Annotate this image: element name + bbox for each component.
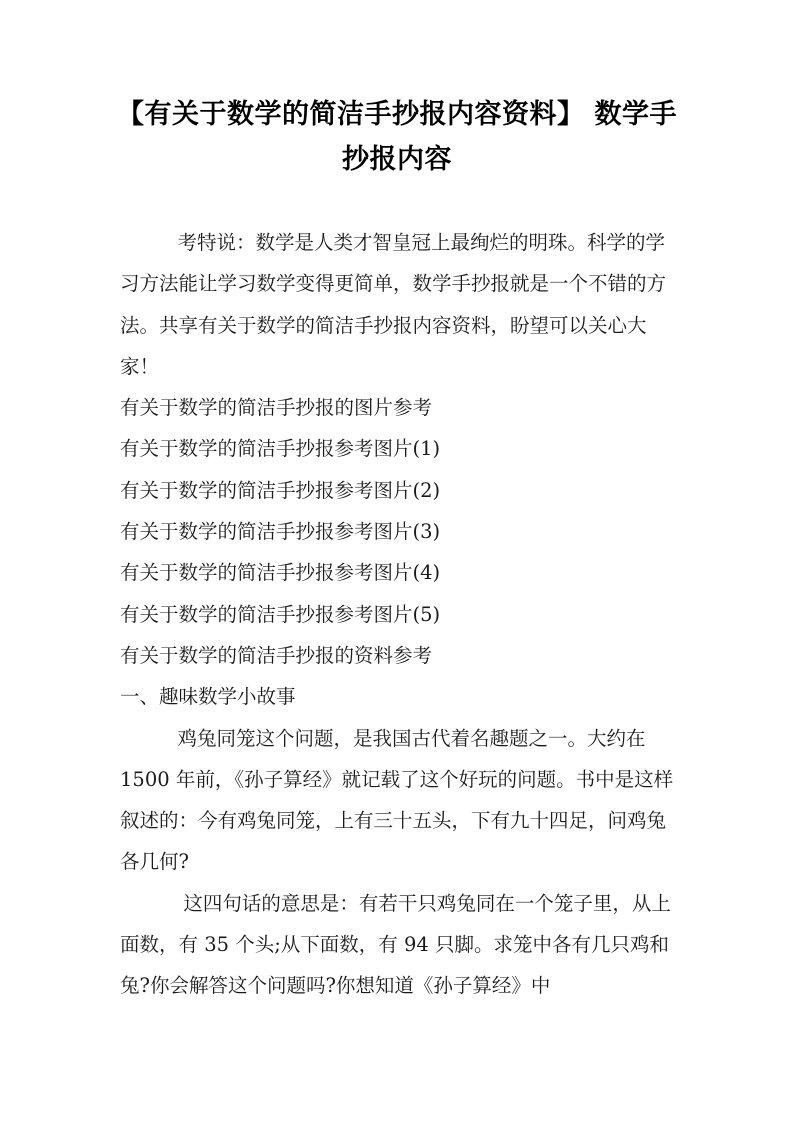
picture-item: 有关于数学的简洁手抄报参考图片(2) — [120, 478, 441, 502]
pictures-heading: 有关于数学的简洁手抄报的图片参考 — [120, 396, 433, 420]
picture-item: 有关于数学的简洁手抄报参考图片(4) — [120, 561, 441, 585]
picture-item: 有关于数学的简洁手抄报参考图片(3) — [120, 520, 441, 544]
picture-item: 有关于数学的简洁手抄报参考图片(1) — [120, 437, 441, 461]
document-title: 【有关于数学的简洁手抄报内容资料】 数学手抄报内容 — [117, 99, 677, 175]
intro-paragraph: 考特说：数学是人类才智皇冠上最绚烂的明珠。科学的学习方法能让学习数学变得更简单，数学手抄报就是一个不错的方法。共享有关于数学的简洁手抄报内容资料，盼望可以关心大家！ — [120, 231, 667, 378]
section-one-heading: 一、趣味数学小故事 — [120, 685, 296, 709]
picture-item: 有关于数学的简洁手抄报参考图片(5) — [120, 602, 441, 626]
document-body — [120, 222, 680, 1007]
story-paragraph: 这四句话的意思是：有若干只鸡兔同在一个笼子里，从上面数，有 35 个头;从下面数，有 94 只脚。求笼中各有几只鸡和兔?你会解答这个问题吗?你想知道《孙子算经》中 — [120, 891, 671, 998]
story-paragraph: 鸡兔同笼这个问题，是我国古代着名趣题之一。大约在 1500 年前，《孙子算经》就记载了这个好玩的问题。书中是这样叙述的：今有鸡兔同笼，上有三十五头，下有九十四足，问鸡兔各几何? — [120, 726, 674, 874]
materials-heading: 有关于数学的简洁手抄报的资料参考 — [120, 643, 433, 667]
